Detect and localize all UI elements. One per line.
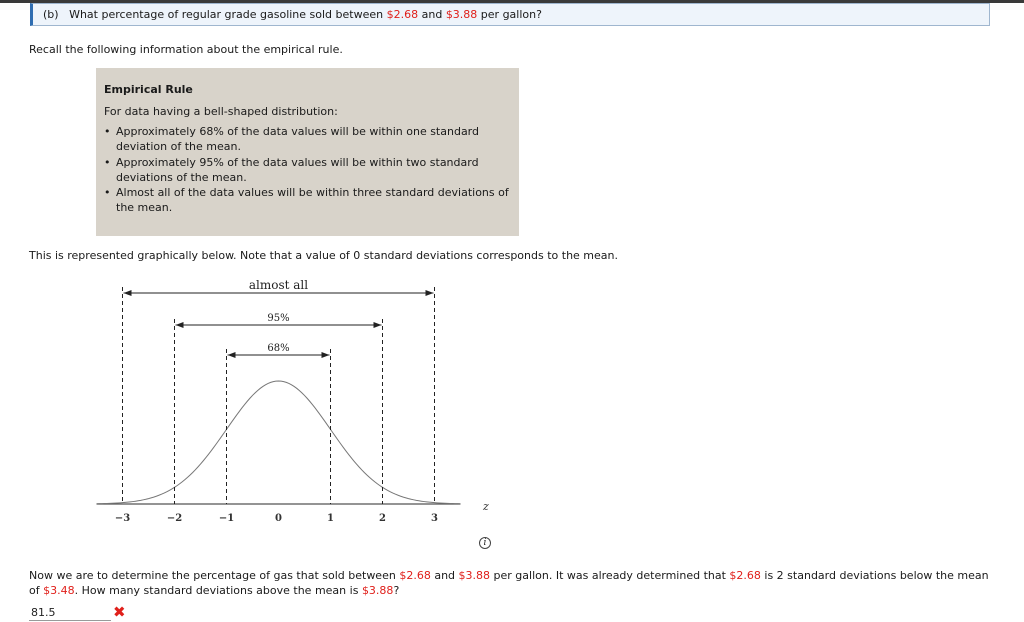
explanation-part-1: Now we are to determine the percentage of gas that sold between [29,569,400,582]
explanation-part-2: and [430,569,459,582]
question-text-mid: and [418,8,446,21]
explanation-value-1: $2.68 [399,569,431,582]
empirical-rule-bullet-almost-all: • Almost all of the data values will be within three standard deviations of the mean. [104,185,514,216]
answer-input[interactable] [29,604,111,621]
empirical-rule-intro: For data having a bell-shaped distribution: [104,105,338,118]
x-mark-icon: ✖ [113,603,126,621]
tick-label: 3 [431,513,438,524]
info-icon[interactable]: i [479,537,491,549]
interval-almost-all-left-arrow [124,290,132,296]
x-axis-label: z [483,500,489,513]
tick-label: −2 [166,513,183,524]
tick-label: 2 [379,513,386,524]
recall-text: Recall the following information about the empirical rule. [29,43,343,56]
tick-label: 1 [327,513,334,524]
explanation-value-4: $3.48 [43,584,75,597]
tick-label: 0 [275,513,282,524]
explanation-part-5: . How many standard deviations above the mean is [74,584,362,597]
interval-almost-all-label: almost all [248,278,309,292]
explanation-value-5: $3.88 [361,584,394,597]
tick-label: −1 [218,513,235,524]
interval-68-percent-left-arrow [228,352,236,358]
interval-68-percent-right-arrow [322,352,330,358]
question-text-before: What percentage of regular grade gasoline sold between [69,8,387,21]
question-part-label: (b) [43,8,59,21]
tick-label: −3 [114,513,131,524]
question-high-price: $3.88 [445,8,478,21]
interval-95-percent-right-arrow [374,322,382,328]
interval-almost-all-right-arrow [426,290,434,296]
interval-68-percent-label: 68% [267,343,290,354]
explanation-value-2: $3.88 [458,569,491,582]
empirical-rule-bullet-95: • Approximately 95% of the data values will be within two standard deviations of the mean. [104,155,514,186]
empirical-rule-bullet-68: • Approximately 68% of the data values will be within one standard deviation of the mean. [104,124,514,155]
explanation-part-3: per gallon. It was already determined that [490,569,730,582]
explanation-part-6: ? [393,584,400,597]
question-text-after: per gallon? [477,8,542,21]
question-low-price: $2.68 [386,8,419,21]
graph-intro-text: This is represented graphically below. Note that a value of 0 standard deviations corresponds to the mean. [29,249,618,262]
explanation-text [29,568,989,598]
interval-95-percent-left-arrow [176,322,184,328]
bell-curve [97,381,461,504]
interval-95-percent-label: 95% [267,313,290,324]
empirical-rule-title: Empirical Rule [104,83,193,96]
explanation-value-3: $2.68 [729,569,761,582]
explanation-part-4: is 2 standard deviations below the mean of [29,569,989,597]
